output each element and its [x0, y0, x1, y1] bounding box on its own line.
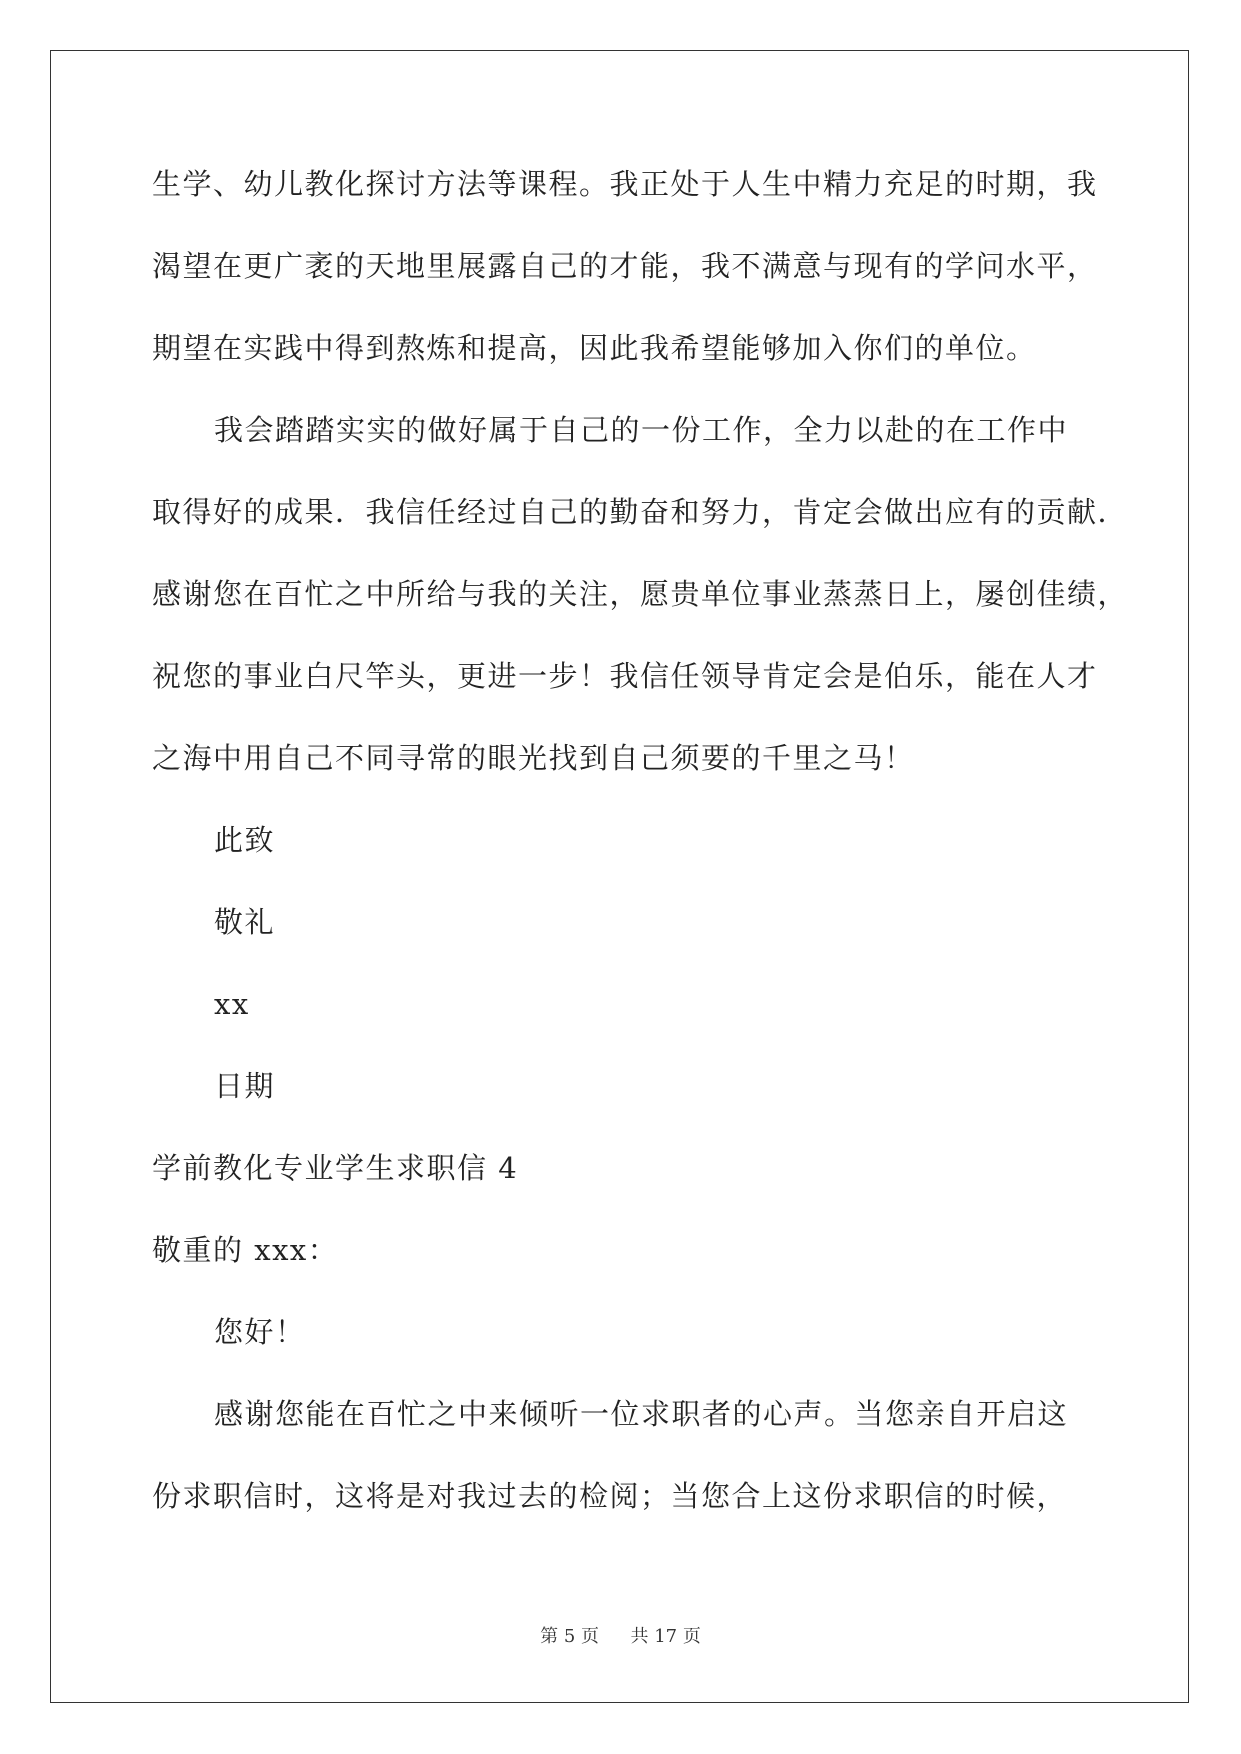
paragraph-line: 渴望在更广袤的天地里展露自己的才能，我不满意与现有的学问水平，	[152, 249, 1098, 283]
page-footer	[0, 1622, 1241, 1648]
signature-name: xx	[214, 987, 250, 1021]
closing-salutation: 此致	[214, 823, 276, 857]
letter-addressee: 敬重的 xxx：	[152, 1233, 339, 1267]
signature-date: 日期	[214, 1069, 276, 1103]
letter-greeting: 您好！	[214, 1315, 306, 1349]
page-number: 第 5 页	[540, 1626, 600, 1647]
document-body	[152, 162, 1129, 1556]
paragraph-line: 份求职信时，这将是对我过去的检阅；当您合上这份求职信的时候，	[152, 1479, 1068, 1513]
section-title: 学前教化专业学生求职信 4	[152, 1151, 519, 1185]
paragraph-line: 取得好的成果．我信任经过自己的勤奋和努力，肯定会做出应有的贡献．	[152, 495, 1129, 529]
paragraph-line: 我会踏踏实实的做好属于自己的一份工作，全力以赴的在工作中	[214, 413, 1069, 447]
paragraph-line: 感谢您在百忙之中所给与我的关注，愿贵单位事业蒸蒸日上，屡创佳绩，	[152, 577, 1129, 611]
paragraph-line: 感谢您能在百忙之中来倾听一位求职者的心声。当您亲自开启这	[214, 1397, 1069, 1431]
paragraph-line: 期望在实践中得到熬炼和提高，因此我希望能够加入你们的单位。	[152, 331, 1037, 365]
page-total: 共 17 页	[630, 1626, 701, 1647]
paragraph-line: 之海中用自己不同寻常的眼光找到自己须要的千里之马！	[152, 741, 915, 775]
paragraph-line: 祝您的事业白尺竿头，更进一步！我信任领导肯定会是伯乐，能在人才	[152, 659, 1098, 693]
closing-regards: 敬礼	[214, 905, 276, 939]
paragraph-line: 生学、幼儿教化探讨方法等课程。我正处于人生中精力充足的时期，我	[152, 167, 1098, 201]
